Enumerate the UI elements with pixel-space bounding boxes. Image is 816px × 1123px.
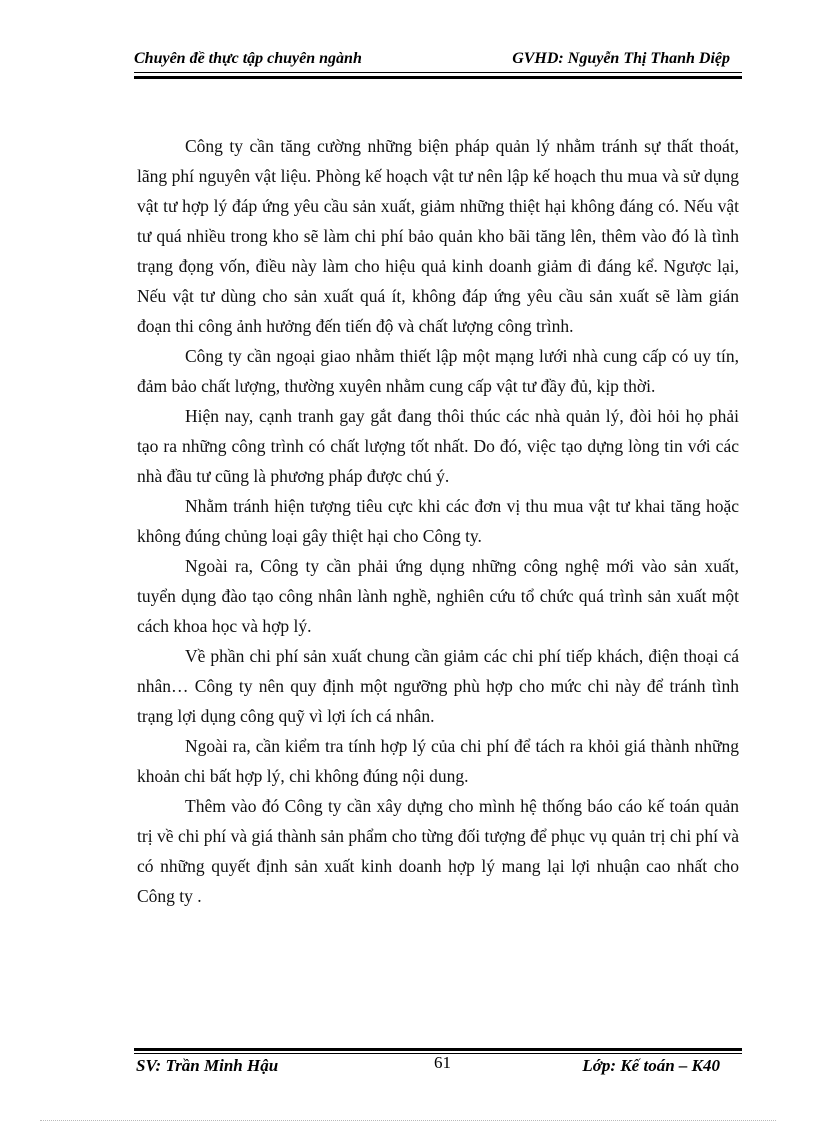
header-divider-thick bbox=[134, 76, 742, 79]
header-supervisor: GVHD: Nguyễn Thị Thanh Diệp bbox=[512, 50, 730, 67]
body-text bbox=[137, 131, 739, 911]
paragraph-3: Hiện nay, cạnh tranh gay gắt đang thôi thúc các nhà quản lý, đòi hỏi họ phải tạo ra những công trình có chất lượng tốt nhất. Do đó, việc tạo dựng lòng tin với các nhà đầu tư cũng là phương pháp được chú ý. bbox=[137, 406, 739, 486]
footer-divider-thick bbox=[134, 1048, 742, 1051]
paragraph-8: Thêm vào đó Công ty cần xây dựng cho mình hệ thống báo cáo kế toán quản trị về chi phí và giá thành sản phẩm cho từng đối tượng để phục vụ quản trị chi phí và có những quyết định sản xuất kinh doanh hợp lý mang lại lợi nhuận cao nhất cho Công ty . bbox=[137, 796, 739, 906]
footer-class: Lớp: Kế toán – K40 bbox=[582, 1056, 720, 1075]
paragraph-7: Ngoài ra, cần kiểm tra tính hợp lý của chi phí để tách ra khỏi giá thành những khoản chi bất hợp lý, chi không đúng nội dung. bbox=[137, 736, 739, 786]
header-divider bbox=[134, 72, 742, 73]
header-report-title: Chuyên đề thực tập chuyên ngành bbox=[134, 50, 362, 67]
page-number: 61 bbox=[434, 1053, 451, 1072]
page-bottom-edge bbox=[40, 1120, 776, 1121]
footer-student-name: SV: Trần Minh Hậu bbox=[136, 1056, 279, 1075]
paragraph-2: Công ty cần ngoại giao nhằm thiết lập một mạng lưới nhà cung cấp có uy tín, đảm bảo chất lượng, thường xuyên nhằm cung cấp vật tư đầy đủ, kịp thời. bbox=[137, 346, 739, 396]
paragraph-1: Công ty cần tăng cường những biện pháp quản lý nhằm tránh sự thất thoát, lãng phí nguyên vật liệu. Phòng kế hoạch vật tư nên lập kế hoạch thu mua và sử dụng vật tư hợp lý đáp ứng yêu cầu sản xuất, giảm những thiệt hại không đáng có. Nếu vật tư quá nhiều trong kho sẽ làm chi phí bảo quản kho bãi tăng lên, thêm vào đó là tình trạng đọng vốn, điều này làm cho hiệu quả kinh doanh giảm đi đáng kể. Ngược lại, Nếu vật tư dùng cho sản xuất quá ít, không đáp ứng yêu cầu sản xuất sẽ làm gián đoạn thi công ảnh hưởng đến tiến độ và chất lượng công trình. bbox=[137, 136, 739, 336]
paragraph-6: Về phần chi phí sản xuất chung cần giảm các chi phí tiếp khách, điện thoại cá nhân… Công ty nên quy định một ngưỡng phù hợp cho mức chi này để tránh tình trạng lợi dụng công quỹ vì lợi ích cá nhân. bbox=[137, 646, 739, 726]
paragraph-5: Ngoài ra, Công ty cần phải ứng dụng những công nghệ mới vào sản xuất, tuyển dụng đào tạo công nhân lành nghề, nghiên cứu tổ chức quá trình sản xuất một cách khoa học và hợp lý. bbox=[137, 556, 739, 636]
page-footer bbox=[134, 1053, 742, 1083]
page-header bbox=[134, 46, 742, 74]
paragraph-4: Nhằm tránh hiện tượng tiêu cực khi các đơn vị thu mua vật tư khai tăng hoặc không đúng chủng loại gây thiệt hại cho Công ty. bbox=[137, 496, 739, 546]
